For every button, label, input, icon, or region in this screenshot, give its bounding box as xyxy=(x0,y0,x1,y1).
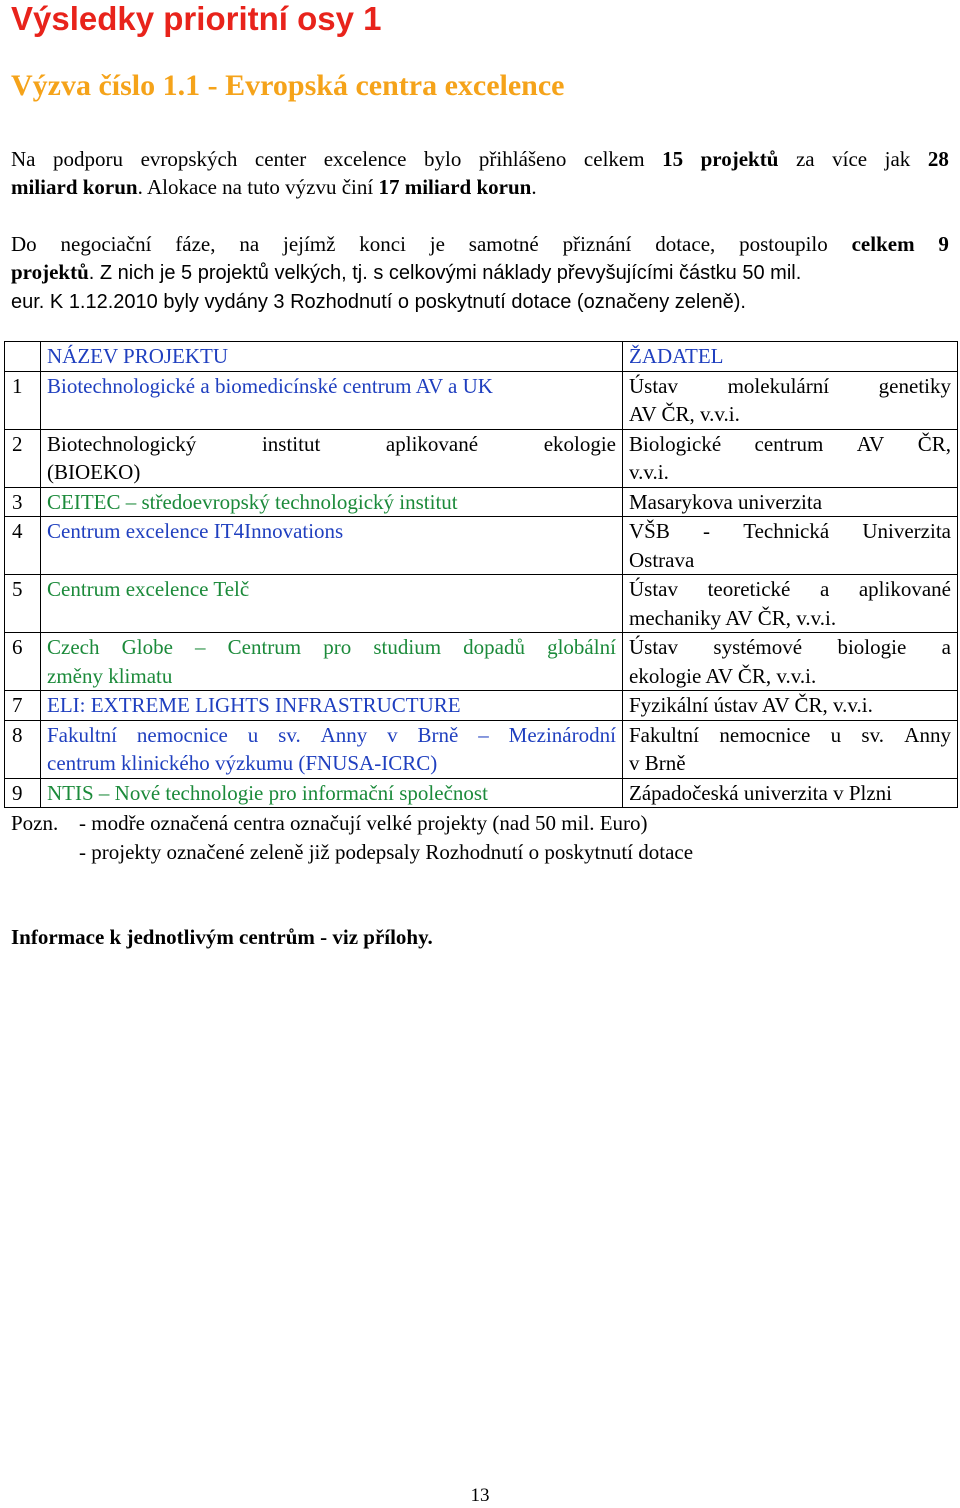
row-number: 8 xyxy=(12,722,23,747)
note-text-2: - projekty označené zeleně již podepsaly Rozhodnutí o poskytnutí dotace xyxy=(79,840,694,864)
applicant-line: v.v.i. xyxy=(629,460,669,484)
row-number: 2 xyxy=(12,431,23,456)
applicant-line: v Brně xyxy=(629,751,686,775)
project-name-line: Centrum excelence Telč xyxy=(47,577,250,601)
applicant-line: Fyzikální ústav AV ČR, v.v.i. xyxy=(629,693,873,717)
table-row xyxy=(5,691,958,721)
note-text-1: - modře označená centra označují velké projekty (nad 50 mil. Euro) xyxy=(79,811,648,835)
table-row xyxy=(5,633,958,691)
applicant-line: Biologické centrum AV ČR, xyxy=(629,431,951,456)
project-name-cell xyxy=(41,691,623,721)
applicant-cell xyxy=(623,778,958,808)
applicant-cell xyxy=(623,691,958,721)
project-name-cell xyxy=(41,429,623,487)
table-row xyxy=(5,371,958,429)
project-name-cell xyxy=(41,633,623,691)
row-number: 5 xyxy=(12,577,23,601)
negotiation-line-2: projektů. Z nich je 5 projektů velkých, tj. s celkovými náklady převyšujícími částku 50 mil. xyxy=(11,260,802,284)
project-name-cell xyxy=(41,517,623,575)
project-name-line: Czech Globe – Centrum pro studium dopadů globální xyxy=(47,635,616,659)
row-number-cell xyxy=(5,371,41,429)
table-header-row xyxy=(5,342,958,372)
header-number-cell xyxy=(5,342,41,372)
project-name-line: Centrum excelence IT4Innovations xyxy=(47,519,344,543)
applicant-cell xyxy=(623,633,958,691)
project-name-line: ELI: EXTREME LIGHTS INFRASTRUCTURE xyxy=(47,693,461,717)
applicant-line: VŠB - Technická Univerzita xyxy=(629,519,951,543)
row-number-cell xyxy=(5,778,41,808)
row-number-cell xyxy=(5,633,41,691)
table-row xyxy=(5,575,958,633)
project-name-line: NTIS – Nové technologie pro informační společnost xyxy=(47,780,488,805)
header-applicant-cell xyxy=(623,342,958,372)
project-name-line: Biotechnologický institut aplikované ekologie xyxy=(47,431,616,456)
project-name-line: Biotechnologické a biomedicínské centrum AV a UK xyxy=(47,373,493,398)
project-name-line: (BIOEKO) xyxy=(47,460,141,484)
table-row xyxy=(5,487,958,517)
project-name-cell xyxy=(41,720,623,778)
row-number: 6 xyxy=(12,635,23,659)
applicant-line: Ústav molekulární genetiky xyxy=(629,373,951,398)
header-applicant-label: ŽADATEL xyxy=(629,344,724,368)
applicant-line: Západočeská univerzita v Plzni xyxy=(629,780,892,805)
row-number: 1 xyxy=(12,373,23,398)
project-name-cell xyxy=(41,575,623,633)
row-number-cell xyxy=(5,487,41,517)
intro-line-1: Na podporu evropských center excelence bylo přihlášeno celkem 15 projektů za více jak 28 xyxy=(11,147,949,171)
row-number-cell xyxy=(5,575,41,633)
negotiation-line-3: eur. K 1.12.2010 byly vydány 3 Rozhodnutí o poskytnutí dotace (označeny zeleně). xyxy=(11,291,746,313)
applicant-cell xyxy=(623,429,958,487)
table-row xyxy=(5,429,958,487)
table-row xyxy=(5,778,958,808)
applicant-line: Masarykova univerzita xyxy=(629,489,823,514)
row-number-cell xyxy=(5,720,41,778)
project-name-cell xyxy=(41,778,623,808)
row-number: 9 xyxy=(12,780,23,805)
section-subtitle: Výzva číslo 1.1 - Evropská centra excelence xyxy=(11,69,565,102)
row-number: 7 xyxy=(12,693,23,717)
applicant-cell xyxy=(623,487,958,517)
project-name-cell xyxy=(41,371,623,429)
table-row xyxy=(5,720,958,778)
row-number: 4 xyxy=(12,519,23,543)
applicant-line: Ústav systémové biologie a xyxy=(629,635,951,659)
project-name-line: centrum klinického výzkumu (FNUSA-ICRC) xyxy=(47,751,438,775)
project-name-line: změny klimatu xyxy=(47,663,173,688)
applicant-cell xyxy=(623,517,958,575)
row-number: 3 xyxy=(12,489,23,514)
note-label: Pozn. xyxy=(11,811,59,835)
page-title: Výsledky prioritní osy 1 xyxy=(11,0,382,37)
project-name-line: CEITEC – středoevropský technologický institut xyxy=(47,489,458,514)
page-number: 13 xyxy=(470,1485,490,1506)
negotiation-line-1: Do negociační fáze, na jejímž konci je samotné přiznání dotace, postoupilo celkem 9 xyxy=(11,232,949,256)
project-name-cell xyxy=(41,487,623,517)
note-line-1 xyxy=(11,809,648,837)
note-line-2 xyxy=(11,838,693,866)
negotiation-paragraph xyxy=(11,230,949,316)
header-name-cell xyxy=(41,342,623,372)
applicant-line: Fakultní nemocnice u sv. Anny xyxy=(629,722,951,747)
projects-table xyxy=(4,341,958,808)
intro-line-2: miliard korun. Alokace na tuto výzvu činí 17 miliard korun. xyxy=(11,175,537,199)
applicant-line: Ostrava xyxy=(629,547,695,572)
row-number-cell xyxy=(5,517,41,575)
applicant-cell xyxy=(623,575,958,633)
applicant-cell xyxy=(623,720,958,778)
applicant-line: AV ČR, v.v.i. xyxy=(629,402,740,426)
project-name-line: Fakultní nemocnice u sv. Anny v Brně – Mezinárodní xyxy=(47,722,616,747)
intro-paragraph xyxy=(11,145,949,201)
row-number-cell xyxy=(5,691,41,721)
table-row xyxy=(5,517,958,575)
applicant-line: ekologie AV ČR, v.v.i. xyxy=(629,663,817,688)
info-line: Informace k jednotlivým centrům - viz přílohy. xyxy=(11,925,433,949)
header-name-label: NÁZEV PROJEKTU xyxy=(47,344,229,368)
row-number-cell xyxy=(5,429,41,487)
applicant-line: mechaniky AV ČR, v.v.i. xyxy=(629,605,837,630)
applicant-line: Ústav teoretické a aplikované xyxy=(629,577,951,601)
applicant-cell xyxy=(623,371,958,429)
